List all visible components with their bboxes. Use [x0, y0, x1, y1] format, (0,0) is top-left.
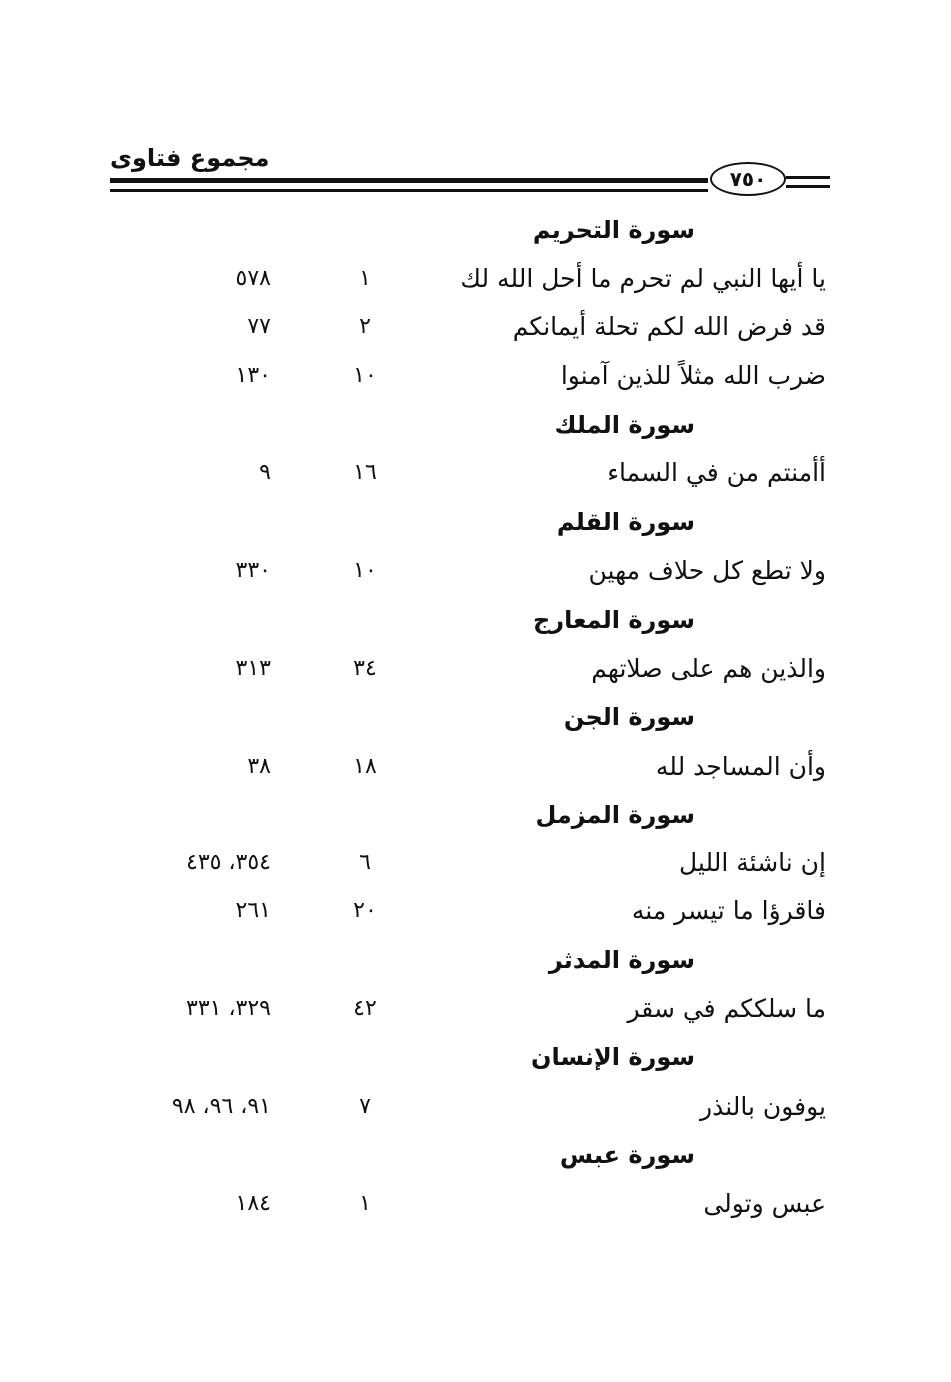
verse-text: يا أيها النبي لم تحرم ما أحل الله لك	[460, 264, 826, 293]
verse-number: ١	[359, 1191, 371, 1216]
page-references: ٣١٣	[235, 656, 271, 681]
verse-text: ضرب الله مثلاً للذين آمنوا	[560, 361, 826, 390]
verse-number: ١	[359, 266, 371, 291]
verse-text: فاقرؤا ما تيسر منه	[631, 896, 826, 925]
page-references: ٩١، ٩٦، ٩٨	[171, 1094, 271, 1119]
verse-row	[0, 1189, 951, 1229]
surah-title: سورة الإنسان	[530, 1043, 695, 1071]
verse-row	[0, 458, 951, 498]
verse-number: ١٦	[353, 460, 377, 485]
surah-title: سورة المزمل	[535, 801, 695, 829]
verse-row	[0, 654, 951, 694]
surah-title: سورة القلم	[556, 508, 695, 536]
page-references: ١٣٠	[235, 363, 271, 388]
verse-row	[0, 1092, 951, 1132]
surah-title: سورة الملك	[554, 411, 695, 439]
surah-title: سورة عبس	[559, 1141, 695, 1169]
verse-text: وأن المساجد لله	[655, 752, 826, 781]
page-references: ٣٨	[247, 754, 271, 779]
verse-number: ١٠	[353, 558, 377, 583]
page-references: ٩	[259, 460, 271, 485]
page-number: ٧٥٠	[710, 162, 786, 196]
surah-title: سورة المعارج	[533, 606, 695, 634]
verse-text: والذين هم على صلاتهم	[591, 654, 826, 683]
page-references: ٣٣٠	[235, 558, 271, 583]
verse-text: أأمنتم من في السماء	[607, 458, 826, 487]
verse-number: ٣٤	[353, 656, 377, 681]
verse-row	[0, 896, 951, 936]
page-references: ٢٦١	[235, 898, 271, 923]
verse-row	[0, 556, 951, 596]
verse-text: قد فرض الله لكم تحلة أيمانكم	[512, 312, 826, 341]
verse-row	[0, 312, 951, 352]
verse-text: ما سلككم في سقر	[627, 994, 826, 1023]
surah-title: سورة التحريم	[532, 216, 695, 244]
verse-text: عبس وتولى	[703, 1189, 826, 1218]
page-references: ٣٢٩، ٣٣١	[186, 996, 271, 1021]
verse-number: ٢٠	[353, 898, 377, 923]
book-title: مجموع فتاوى	[110, 144, 270, 172]
verse-number: ١٠	[353, 363, 377, 388]
surah-title: سورة الجن	[563, 703, 695, 731]
verse-row	[0, 264, 951, 304]
page-references: ٥٧٨	[235, 266, 271, 291]
verse-row	[0, 994, 951, 1034]
verse-row	[0, 752, 951, 792]
verse-text: يوفون بالنذر	[700, 1092, 826, 1121]
verse-number: ٧	[359, 1094, 371, 1119]
verse-row	[0, 361, 951, 401]
verse-number: ١٨	[353, 754, 377, 779]
header-rule-short	[786, 176, 830, 188]
verse-number: ٦	[359, 850, 371, 875]
surah-title: سورة المدثر	[548, 946, 695, 974]
page-references: ٣٥٤، ٤٣٥	[186, 850, 271, 875]
header-rule	[110, 178, 708, 192]
verse-number: ٢	[359, 314, 371, 339]
verse-text: ولا تطع كل حلاف مهين	[588, 556, 826, 585]
verse-number: ٤٢	[353, 996, 377, 1021]
verse-text: إن ناشئة الليل	[679, 848, 826, 877]
page-references: ٧٧	[247, 314, 271, 339]
page-header	[110, 140, 822, 200]
page-references: ١٨٤	[235, 1191, 271, 1216]
verse-row	[0, 848, 951, 888]
